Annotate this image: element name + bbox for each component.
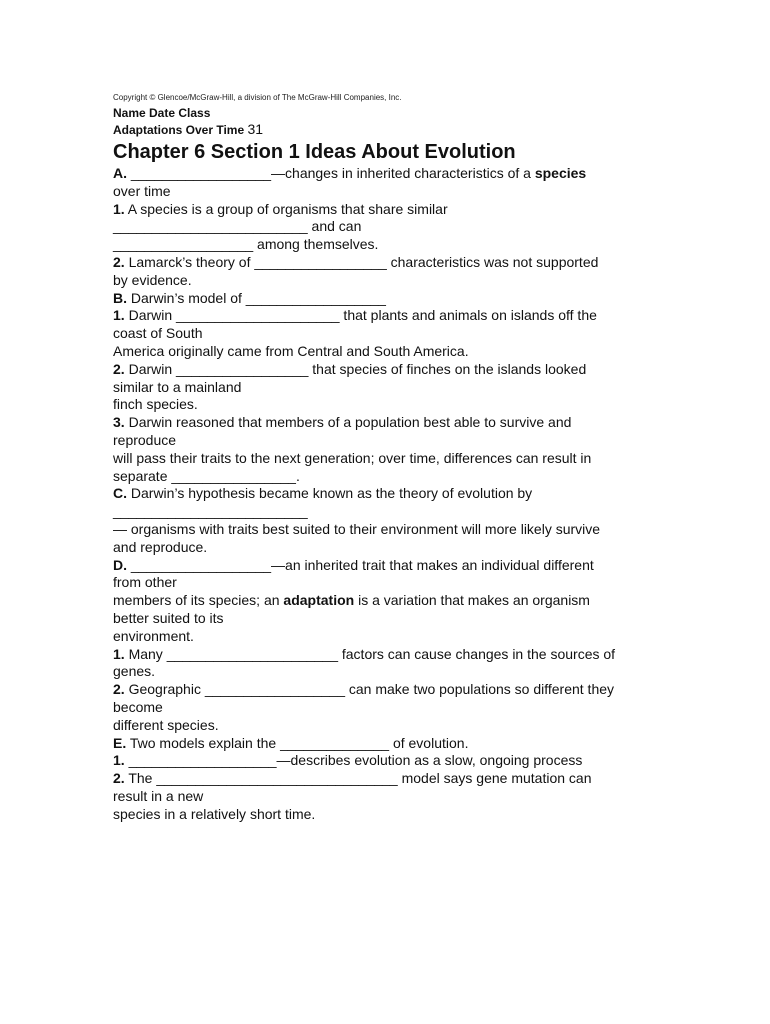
line-bold-text: adaptation — [283, 592, 355, 609]
line-text: better suited to its — [113, 609, 224, 626]
line-text: The _______________________________ model says gene mutation can — [124, 770, 592, 787]
worksheet-line — [113, 788, 673, 806]
worksheet-line — [113, 557, 673, 575]
line-text: __________________ among themselves. — [113, 236, 379, 253]
worksheet-line — [113, 503, 673, 521]
worksheet-line — [113, 272, 673, 290]
line-text: __________________—changes in inherited characteristics of a — [127, 165, 535, 181]
line-text: Two models explain the ______________ of evolution. — [126, 734, 469, 751]
worksheet-line — [113, 165, 673, 183]
line-bold-text: 1. — [113, 307, 125, 324]
line-text: _________________________ and can — [113, 218, 362, 235]
worksheet-line — [113, 663, 673, 681]
line-text: is a variation that makes an organism — [354, 592, 590, 609]
page-title: Chapter 6 Section 1 Ideas About Evolution — [113, 141, 516, 163]
line-text: America originally came from Central and South America. — [113, 342, 469, 359]
worksheet-line — [113, 468, 673, 486]
line-text: genes. — [113, 663, 156, 680]
line-text: Many ______________________ factors can cause changes in the sources of — [124, 645, 616, 662]
line-bold-text: 2. — [113, 770, 125, 787]
worksheet-line — [113, 432, 673, 450]
page-number: 31 — [247, 121, 264, 137]
line-text: Lamarck’s theory of _________________ characteristics was not supported — [124, 253, 599, 270]
line-bold-text: A. — [113, 165, 127, 181]
line-text: coast of South — [113, 325, 203, 342]
line-text: over time — [113, 182, 171, 199]
line-text: reproduce — [113, 431, 177, 448]
worksheet-line — [113, 735, 673, 753]
line-bold-text: 1. — [113, 752, 125, 769]
line-text: separate ________________. — [113, 467, 300, 484]
copyright-notice: Copyright © Glencoe/McGraw-Hill, a division of The McGraw-Hill Companies, Inc. — [113, 93, 402, 102]
worksheet-line — [113, 379, 673, 397]
worksheet-line — [113, 236, 673, 254]
worksheet-line — [113, 592, 673, 610]
worksheet-line — [113, 396, 673, 414]
worksheet-line — [113, 343, 673, 361]
worksheet-line — [113, 183, 673, 201]
worksheet-page — [113, 93, 673, 823]
line-text: Geographic __________________ can make two populations so different they — [124, 681, 615, 698]
worksheet-line — [113, 806, 673, 824]
line-text: result in a new — [113, 787, 204, 804]
line-text: different species. — [113, 716, 219, 733]
line-text: __________________—an inherited trait that makes an individual different — [127, 556, 594, 573]
line-bold-text: B. — [113, 289, 127, 306]
line-text: will pass their traits to the next generation; over time, differences can result in — [113, 449, 592, 466]
worksheet-line — [113, 361, 673, 379]
worksheet-line — [113, 414, 673, 432]
worksheet-line — [113, 290, 673, 308]
worksheet-line — [113, 539, 673, 557]
section-label: Adaptations Over Time — [113, 123, 245, 137]
line-text: _________________________ — [113, 503, 308, 520]
line-bold-text: 2. — [113, 360, 125, 377]
worksheet-line — [113, 485, 673, 503]
worksheet-line — [113, 699, 673, 717]
worksheet-line — [113, 521, 673, 539]
section-label-line — [113, 121, 673, 138]
line-text: species in a relatively short time. — [113, 805, 316, 822]
worksheet-line — [113, 610, 673, 628]
worksheet-line — [113, 254, 673, 272]
line-bold-text: D. — [113, 556, 127, 573]
worksheet-line — [113, 325, 673, 343]
line-text: and reproduce. — [113, 538, 208, 555]
worksheet-line — [113, 201, 673, 219]
line-text: A species is a group of organisms that share similar — [124, 200, 448, 217]
line-text: become — [113, 698, 163, 715]
line-text: Darwin reasoned that members of a population best able to survive and — [124, 414, 572, 431]
line-bold-text: 1. — [113, 645, 125, 662]
line-text: ___________________—describes evolution as a slow, ongoing process — [124, 752, 583, 769]
worksheet-line — [113, 307, 673, 325]
worksheet-line — [113, 218, 673, 236]
worksheet-line — [113, 450, 673, 468]
name-date-class-line: Name Date Class — [113, 106, 211, 120]
worksheet-line — [113, 717, 673, 735]
worksheet-line — [113, 646, 673, 664]
line-bold-text: C. — [113, 485, 127, 502]
line-text: from other — [113, 574, 177, 591]
line-text: Darwin’s model of __________________ — [127, 289, 386, 306]
line-text: Darwin _________________ that species of finches on the islands looked — [124, 360, 587, 377]
line-bold-text: E. — [113, 734, 127, 751]
line-bold-text: 3. — [113, 414, 125, 431]
line-text: Darwin _____________________ that plants and animals on islands off the — [124, 307, 597, 324]
line-text: finch species. — [113, 396, 198, 413]
line-text: environment. — [113, 627, 194, 644]
line-text: Darwin’s hypothesis became known as the theory of evolution by — [127, 485, 533, 502]
worksheet-body — [113, 165, 673, 823]
worksheet-line — [113, 628, 673, 646]
line-bold-text: 1. — [113, 200, 125, 217]
line-text: similar to a mainland — [113, 378, 242, 395]
worksheet-line — [113, 770, 673, 788]
worksheet-line — [113, 681, 673, 699]
line-text: — organisms with traits best suited to their environment will more likely survive — [113, 520, 601, 537]
line-bold-text: 2. — [113, 681, 125, 698]
line-bold-text: 2. — [113, 253, 125, 270]
worksheet-line — [113, 574, 673, 592]
line-text: by evidence. — [113, 271, 192, 288]
line-text: members of its species; an — [113, 592, 284, 609]
line-bold-text: species — [534, 165, 587, 181]
worksheet-line — [113, 752, 673, 770]
